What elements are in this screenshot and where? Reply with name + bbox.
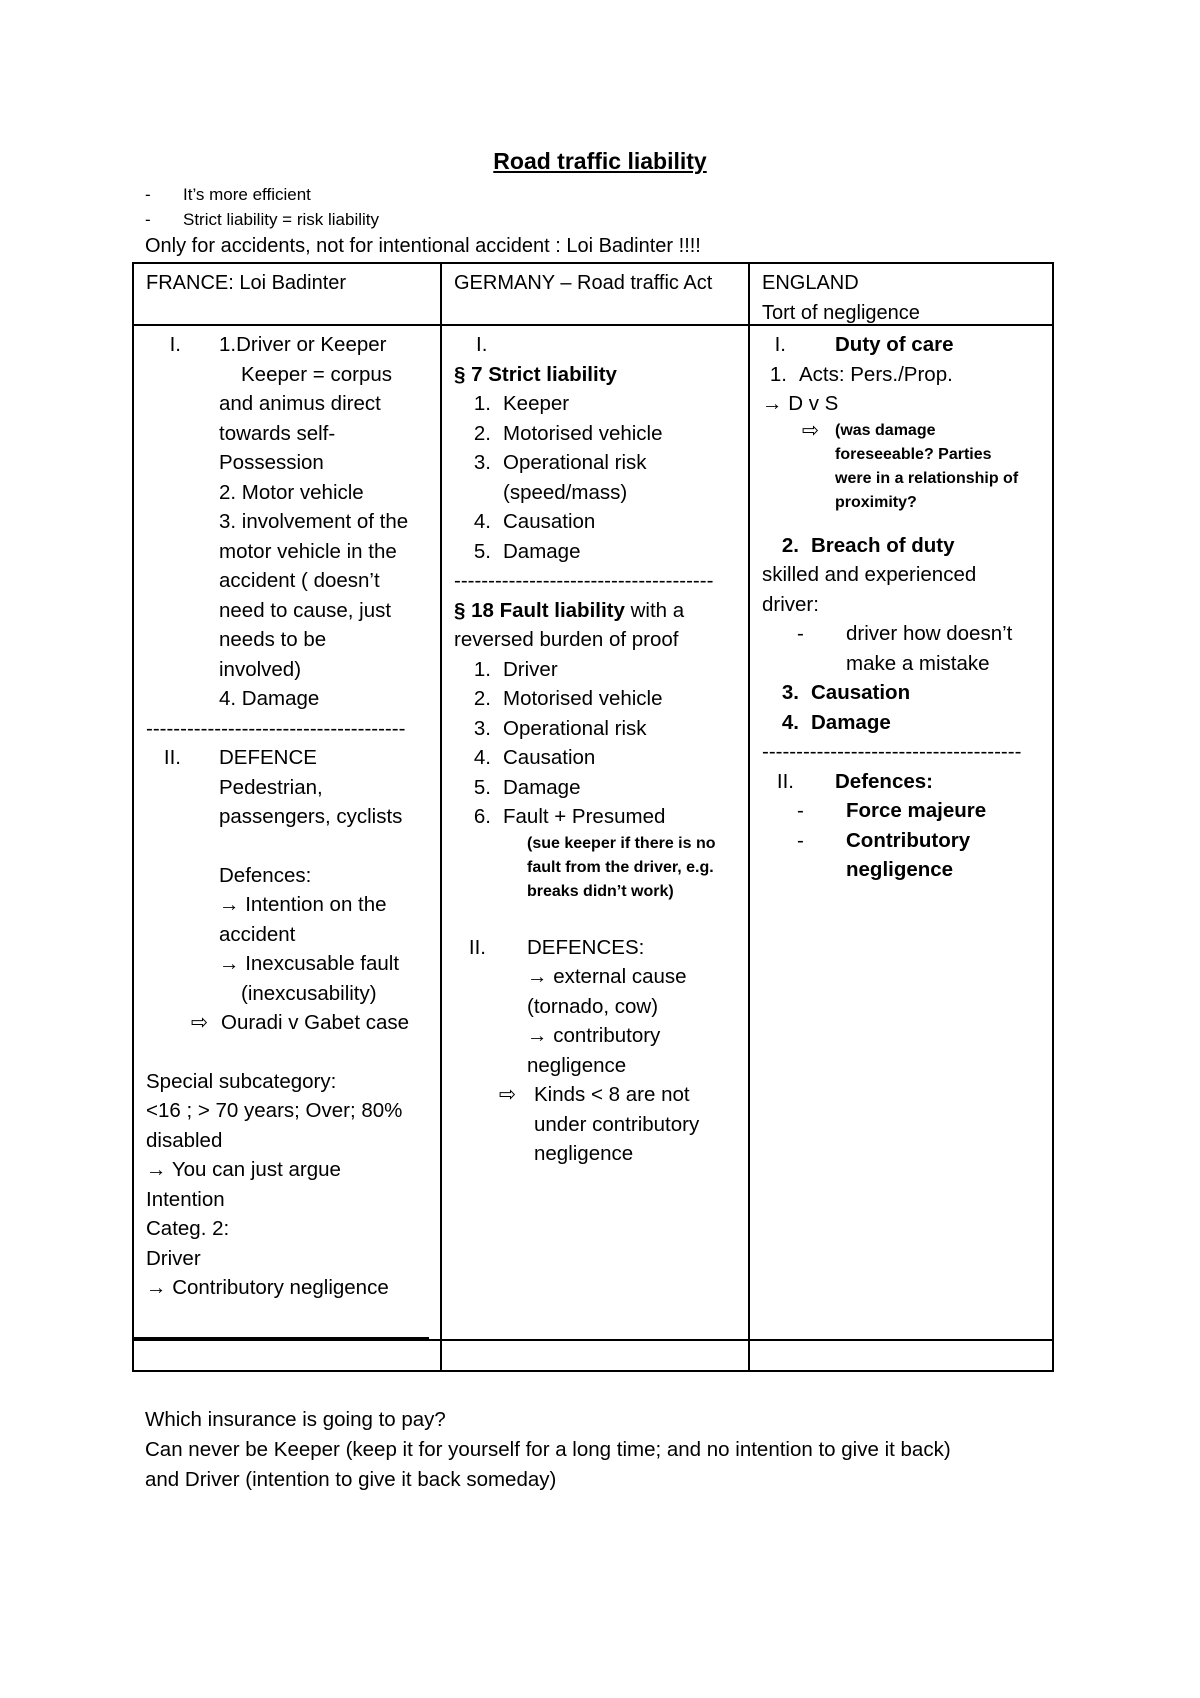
arrow-icon: → (219, 952, 246, 975)
france-underline (134, 1337, 429, 1339)
bullet-item: - Strict liability = risk liability (145, 210, 380, 229)
header-england: ENGLAND Tort of negligence (762, 272, 920, 324)
france-column: I. 1.Driver or Keeper Keeper = corpus and animus direct towards self- Possession 2. Motor vehicle 3. involvement of the motor vehicle in the accident ( doesn’t need to cause, just needs to be involved) 4. Damage -------------------------------------- II. DEFENCE Pedestrian, passengers, cyclists Defences: → Intention on the accident → Inexcusable fault (inexcusability) ⇨ Ouradi v Gabet case Special subcategory: <16 ; > 70 years; Over; 80% disabled → You can just argue Intention Categ. 2: Driver → Contributory negligence (146, 330, 436, 1303)
footer-row-divider (134, 1339, 1052, 1341)
comparison-table (132, 262, 1054, 1372)
header-france: FRANCE: Loi Badinter (146, 272, 347, 294)
column-divider (748, 264, 750, 1370)
hollow-arrow-icon: ⇨ (499, 1083, 517, 1106)
germany-column: I. § 7 Strict liability 1. Keeper 2. Motorised vehicle 3. Operational risk (speed/mass) 4. Causation 5. Damage -------------------------------------- § 18 Fault liability with a reversed burden of proof 1. Driver 2. Motorised vehicle 3. Operational risk 4. Causation 5. Damage 6. Fault + Presumed (sue keeper if there is no fault from the driver, e.g. breaks didn’t work) II. DEFENCES: → external cause (tornado, cow) → contributory negligence ⇨ Kinds < 8 are not under contributory negligence (454, 330, 744, 1169)
england-column: I. Duty of care 1. Acts: Pers./Prop. → D v S ⇨ (was damage foreseeable? Parties were in a relationship of proximity? 2. Breach of duty skilled and experienced driver: - driver how doesn’t make a mistake 3. Causation 4. Damage -------------------------------------- II. Defences: - Force majeure - Contributory negligence (762, 330, 1047, 885)
arrow-icon: → (527, 965, 554, 988)
separator: -------------------------------------- (454, 569, 714, 592)
hollow-arrow-icon: ⇨ (802, 418, 820, 442)
page-title: Road traffic liability (493, 148, 707, 174)
header-germany: GERMANY – Road traffic Act (454, 272, 713, 294)
intro-bullets (145, 182, 379, 232)
bullet-item: - It’s more efficient (145, 185, 311, 204)
arrow-icon: → (762, 392, 789, 415)
separator: -------------------------------------- (146, 716, 406, 740)
footer-text: Which insurance is going to pay? Can never be Keeper (keep it for yourself for a long time; and no intention to give it back) and Driver (intention to give it back someday) (145, 1408, 951, 1491)
separator: -------------------------------------- (762, 740, 1022, 763)
hollow-arrow-icon: ⇨ (191, 1011, 209, 1034)
intro-text: Only for accidents, not for intentional accident : Loi Badinter !!!! (145, 235, 701, 257)
arrow-icon: → (527, 1024, 554, 1047)
arrow-icon: → (146, 1276, 173, 1299)
arrow-icon: → (219, 893, 246, 916)
column-divider (440, 264, 442, 1370)
arrow-icon: → (146, 1158, 172, 1181)
